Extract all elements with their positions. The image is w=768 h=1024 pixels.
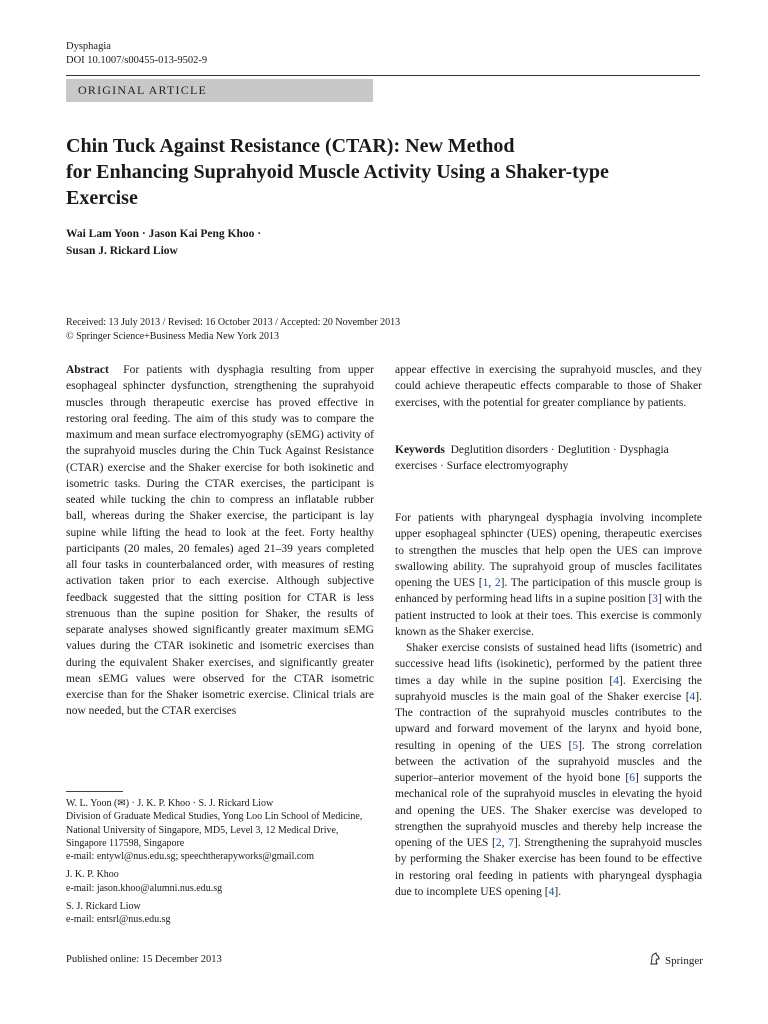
intro-text: ]. The contraction of the suprahyoid muscles contributes to the upward and forward movement of the larynx and hyoid bone, resulting in opening of the UES [ bbox=[395, 690, 702, 752]
affiliation-email[interactable]: e-mail: jason.khoo@alumni.nus.edu.sg bbox=[66, 882, 223, 894]
published-online: Published online: 15 December 2013 bbox=[66, 954, 222, 965]
doi[interactable]: DOI 10.1007/s00455-013-9502-9 bbox=[66, 55, 208, 66]
intro-text: ]. Exercising the suprahyoid muscles is the main goal of the Shaker exercise [ bbox=[395, 674, 702, 703]
affiliation-email[interactable]: e-mail: entywl@nus.edu.sg; speechtherapyworks@gmail.com bbox=[66, 851, 315, 862]
affiliation-address: Division of Graduate Medical Studies, Yong Loo Lin School of Medicine, National University of Singapore, MD5, Level 3, 12 Medical Drive, Singapore 117598, Singapore bbox=[66, 811, 363, 849]
authors-line-1: Wai Lam Yoon · Jason Kai Peng Khoo · bbox=[66, 228, 262, 240]
affiliation-2 bbox=[66, 868, 374, 895]
intro-paragraph-2 bbox=[395, 640, 702, 900]
intro-text: ]. The strong correlation between the activation of the suprahyoid muscles and the superior–anterior movement of the hyoid bone [ bbox=[395, 739, 702, 784]
citation-link[interactable]: 6 bbox=[629, 772, 635, 784]
citation-link[interactable]: 4 bbox=[548, 885, 555, 898]
intro-text: ]. The participation of this muscle group is enhanced by performing head lifts in a supine position [ bbox=[395, 577, 703, 606]
citation-link[interactable]: 3 bbox=[652, 593, 658, 606]
affiliation-authors: W. L. Yoon (✉) · J. K. P. Khoo · S. J. Rickard Liow bbox=[66, 798, 274, 809]
footnote-rule bbox=[66, 791, 123, 792]
received-dates: Received: 13 July 2013 / Revised: 16 October 2013 / Accepted: 20 November 2013 bbox=[66, 317, 401, 328]
header-rule bbox=[66, 75, 700, 76]
affiliation-author-name: S. J. Rickard Liow bbox=[66, 900, 141, 912]
authors-line-2: Susan J. Rickard Liow bbox=[66, 245, 178, 257]
abstract-label: Abstract bbox=[66, 364, 109, 376]
author-list bbox=[66, 226, 261, 260]
keywords-label: Keywords bbox=[395, 444, 445, 456]
article-title bbox=[66, 133, 706, 211]
abstract-continuation-text: appear effective in exercising the suprahyoid muscles, and they could achieve therapeutic effects comparable to those of Shaker exercises, with the potential for greater compliance by patients. bbox=[395, 364, 702, 409]
introduction bbox=[395, 510, 702, 900]
author-affiliations bbox=[66, 797, 374, 931]
article-type-badge bbox=[66, 79, 373, 102]
title-line-3: Exercise bbox=[66, 187, 138, 209]
citation-link[interactable]: 5 bbox=[572, 739, 579, 752]
keywords bbox=[395, 442, 702, 475]
abstract-text: For patients with dysphagia resulting from upper esophageal sphincter dysfunction, strengthening the suprahyoid muscles through therapeutic exercise has proved effective in restoring oral feeding. The aim of this study was to compare the maximum and mean surface electromyography (sEMG) activity of the suprahyoid muscles during the Chin Tuck Against Resistance (CTAR) exercise and the Shaker exercise for both isokinetic and isometric tasks. During the CTAR exercises, the participant is seated while tucking the chin to compress an inflatable rubber ball, whereas during the Shaker exercise, the participant is lay supine while lifting the head to look at the feet. Forty healthy participants (20 males, 20 females) aged 21–39 years completed all four tasks in counterbalanced order, with measures of resting activation taken prior to each exercise. Although subjective feedback suggested that the sitting position for CTAR is less strenuous than the supine position for Shaker, the results of separate analyses showed significantly greater maximum sEMG values during the CTAR isokinetic and isometric exercises than during the equivalent Shaker exercises, and significantly greater mean sEMG values were observed for the CTAR isometric exercise than for the Shaker isometric exercise. Clinical trials are now needed, but the CTAR exercises bbox=[66, 364, 374, 718]
citation-link[interactable]: 1 bbox=[482, 577, 489, 589]
title-line-2: for Enhancing Suprahyoid Muscle Activity Using a Shaker-type bbox=[66, 161, 609, 183]
citation-link[interactable]: 4 bbox=[613, 674, 620, 687]
journal-header bbox=[66, 40, 207, 68]
citation-link[interactable]: 2 bbox=[494, 577, 501, 589]
intro-text: , bbox=[501, 837, 509, 849]
publisher-name: Springer bbox=[665, 954, 703, 967]
journal-name: Dysphagia bbox=[66, 41, 111, 52]
springer-horse-icon bbox=[648, 952, 662, 969]
affiliation-3 bbox=[66, 900, 374, 927]
affiliation-email[interactable]: e-mail: entsrl@nus.edu.sg bbox=[66, 914, 171, 925]
citation-link[interactable]: 2 bbox=[495, 837, 502, 849]
intro-paragraph-1 bbox=[395, 510, 702, 640]
abstract-continuation bbox=[395, 362, 702, 411]
article-type-label: ORIGINAL ARTICLE bbox=[78, 83, 208, 97]
copyright-notice: © Springer Science+Business Media New York 2013 bbox=[66, 330, 279, 342]
citation-link[interactable]: 7 bbox=[508, 837, 514, 849]
affiliation-author-name: J. K. P. Khoo bbox=[66, 869, 119, 881]
affiliation-1 bbox=[66, 797, 374, 863]
keywords-text: Deglutition disorders · Deglutition · Dysphagia exercises · Surface electromyography bbox=[395, 444, 669, 473]
publication-dates bbox=[66, 316, 400, 343]
intro-text: ]. Strengthening the suprahyoid muscles by performing the Shaker exercise has been found to be effective in restoring oral feeding in patients with pharyngeal dysphagia due to incomplete UES opening [ bbox=[395, 837, 703, 898]
intro-text: ]. bbox=[554, 885, 562, 898]
citation-link[interactable]: 4 bbox=[689, 690, 696, 703]
intro-text: , bbox=[488, 577, 495, 589]
intro-text: ] with the patient instructed to look at their toes. This exercise is commonly known as the Shaker exercise. bbox=[395, 593, 702, 638]
intro-text: ] supports the mechanical role of the suprahyoid muscles in elevating the hyoid and opening the UES. The Shaker exercise was developed to strengthen the suprahyoid muscles and thereby help increase the opening of the UES [ bbox=[395, 772, 702, 849]
title-line-1: Chin Tuck Against Resistance (CTAR): New Method bbox=[66, 135, 515, 157]
abstract bbox=[66, 362, 374, 720]
publisher-logo bbox=[648, 952, 703, 969]
intro-text: For patients with pharyngeal dysphagia involving incomplete upper esophageal sphincter (UES) opening, therapeutic exercises to strengthen the muscles that help open the UES can improve swallowing ability. The suprahyoid group of muscles facilitates opening the UES [ bbox=[395, 512, 702, 589]
intro-text: Shaker exercise consists of sustained head lifts (isometric) and successive head lifts (isokinetic), performed by the patient three times a day while in the supine position [ bbox=[395, 642, 702, 687]
